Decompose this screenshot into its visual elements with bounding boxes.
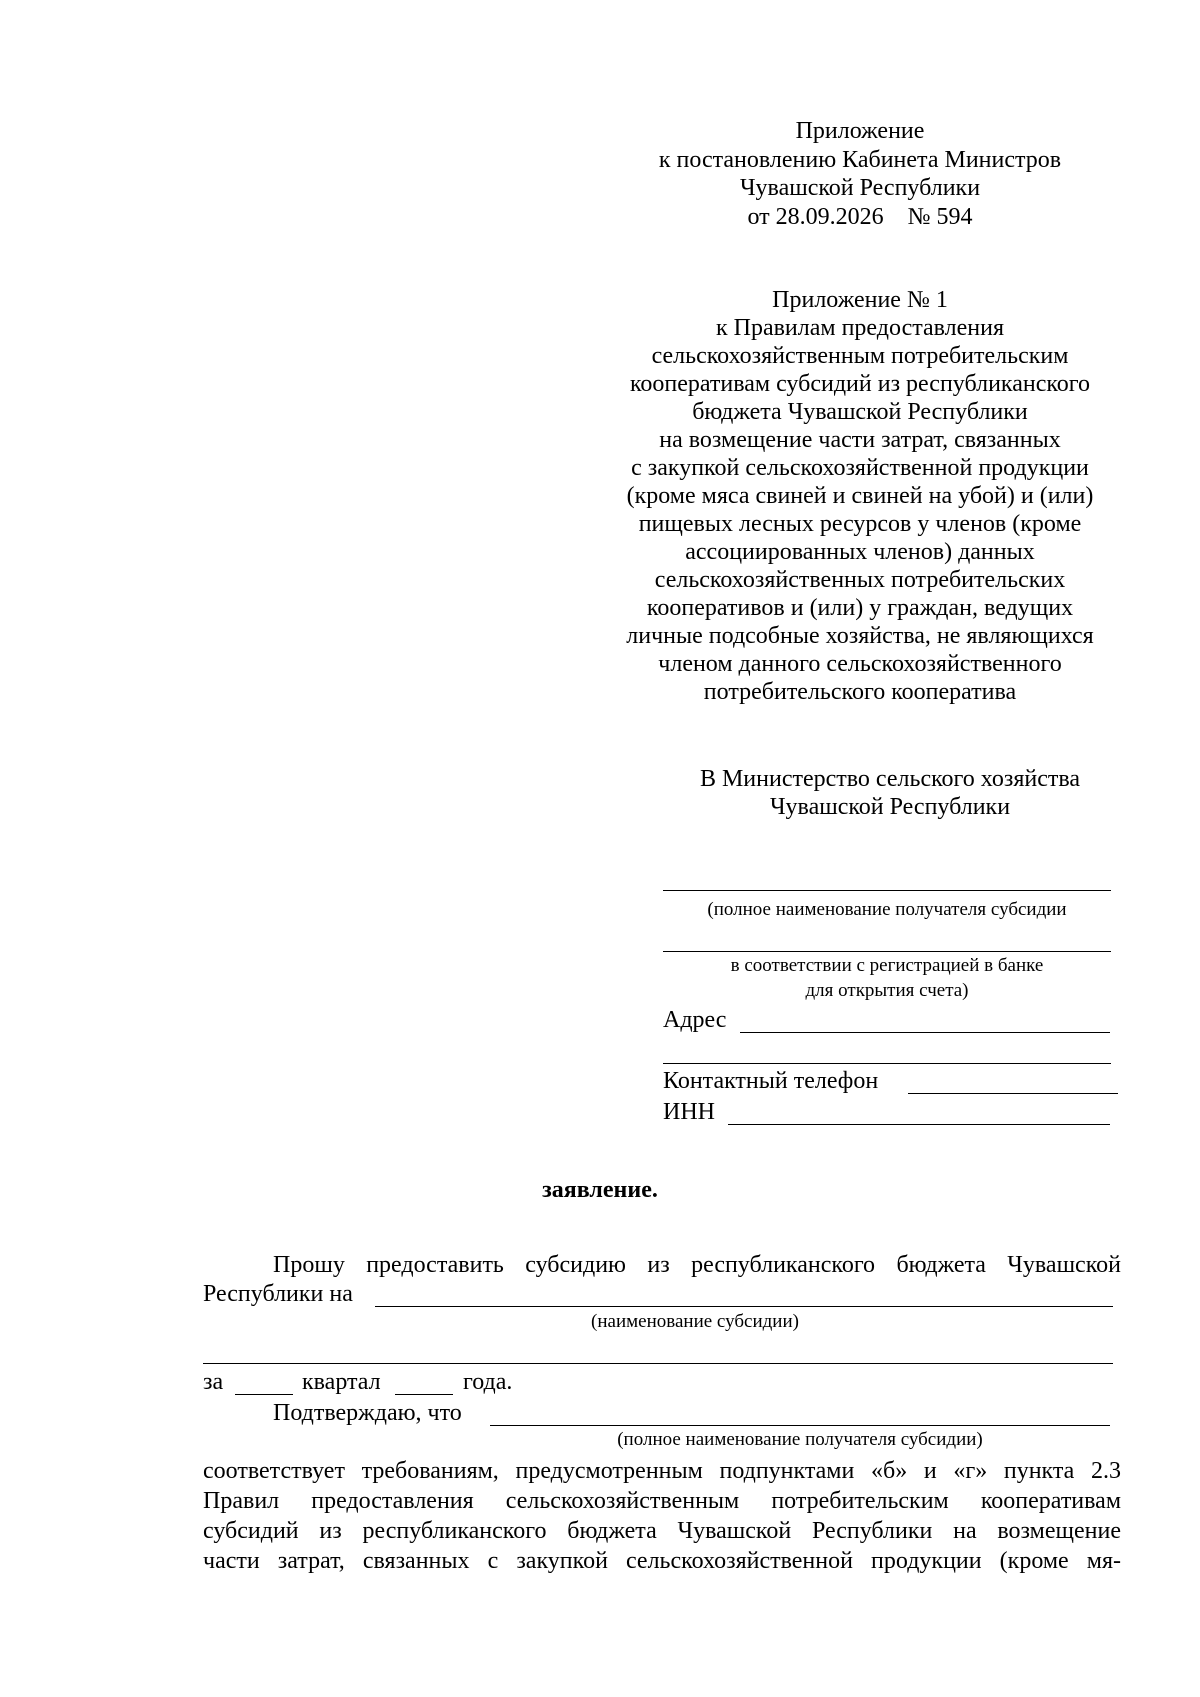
rules-line: с закупкой сельскохозяйственной продукции (631, 455, 1089, 481)
year-field[interactable] (395, 1394, 453, 1395)
quarter-za: за (203, 1369, 224, 1395)
address-field-line-2[interactable] (663, 1063, 1111, 1064)
body-line: Правил предоставления сельскохозяйственным потребительским кооперативам (203, 1488, 1121, 1514)
recipient-name-line[interactable] (663, 890, 1111, 891)
rules-line: личные подсобные хозяйства, не являющихся (626, 623, 1094, 649)
rules-line: бюджета Чувашской Республики (692, 399, 1028, 425)
rules-line: ассоциированных членов) данных (685, 539, 1035, 565)
subsidy-name-field-line-2[interactable] (203, 1363, 1113, 1364)
recipient-hint: (полное наименование получателя субсидии) (617, 1429, 983, 1450)
appendix-label: Приложение (795, 118, 925, 144)
rules-line: сельскохозяйственным потребительским (651, 343, 1069, 369)
appendix-date-number: от 28.09.2026 № 594 (747, 204, 973, 230)
recipient-name-line-2[interactable] (663, 951, 1111, 952)
subsidy-name-field[interactable] (375, 1306, 1113, 1307)
subsidy-name-hint: (наименование субсидии) (591, 1311, 799, 1332)
rules-line: на возмещение части затрат, связанных (659, 427, 1061, 453)
rules-line: (кроме мяса свиней и свиней на убой) и (или) (626, 483, 1094, 509)
year-label: года. (463, 1369, 513, 1395)
rules-line: Приложение № 1 (772, 287, 948, 313)
request-line-2-start: Республики на (203, 1281, 353, 1307)
phone-field[interactable] (908, 1093, 1118, 1094)
quarter-field[interactable] (235, 1394, 293, 1395)
address-label: Адрес (663, 1007, 727, 1033)
address-field[interactable] (740, 1032, 1110, 1033)
rules-line: кооперативам субсидий из республиканского (629, 371, 1091, 397)
body-line: субсидий из республиканского бюджета Чувашской Республики на возмещение (203, 1518, 1121, 1544)
ministry-republic: Чувашской Республики (769, 794, 1011, 820)
rules-line: сельскохозяйственных потребительских (654, 567, 1066, 593)
bank-hint-2: для открытия счета) (805, 980, 969, 1001)
request-line-1: Прошу предоставить субсидию из республиканского бюджета Чувашской (273, 1252, 1121, 1278)
recipient-field[interactable] (490, 1425, 1110, 1426)
rules-line: к Правилам предоставления (715, 315, 1005, 341)
ministry-name: В Министерство сельского хозяйства (699, 766, 1081, 792)
inn-label: ИНН (663, 1099, 715, 1125)
confirm-label: Подтверждаю, что (273, 1400, 462, 1426)
appendix-resolution: к постановлению Кабинета Министров (658, 147, 1062, 173)
body-line: соответствует требованиям, предусмотренным подпунктами «б» и «г» пункта 2.3 (203, 1458, 1121, 1484)
quarter-label: квартал (302, 1369, 381, 1395)
phone-label: Контактный телефон (663, 1068, 879, 1094)
rules-line: потребительского кооператива (703, 679, 1017, 705)
body-line: части затрат, связанных с закупкой сельскохозяйственной продукции (кроме мя- (203, 1548, 1121, 1574)
rules-line: пищевых лесных ресурсов у членов (кроме (638, 511, 1082, 537)
appendix-republic: Чувашской Республики (739, 175, 981, 201)
recipient-name-hint: (полное наименование получателя субсидии (707, 899, 1067, 920)
inn-field[interactable] (728, 1124, 1110, 1125)
bank-hint-1: в соответствии с регистрацией в банке (730, 955, 1044, 976)
application-title: заявление. (542, 1177, 658, 1203)
rules-line: кооперативов и (или) у граждан, ведущих (646, 595, 1074, 621)
rules-line: членом данного сельскохозяйственного (658, 651, 1062, 677)
